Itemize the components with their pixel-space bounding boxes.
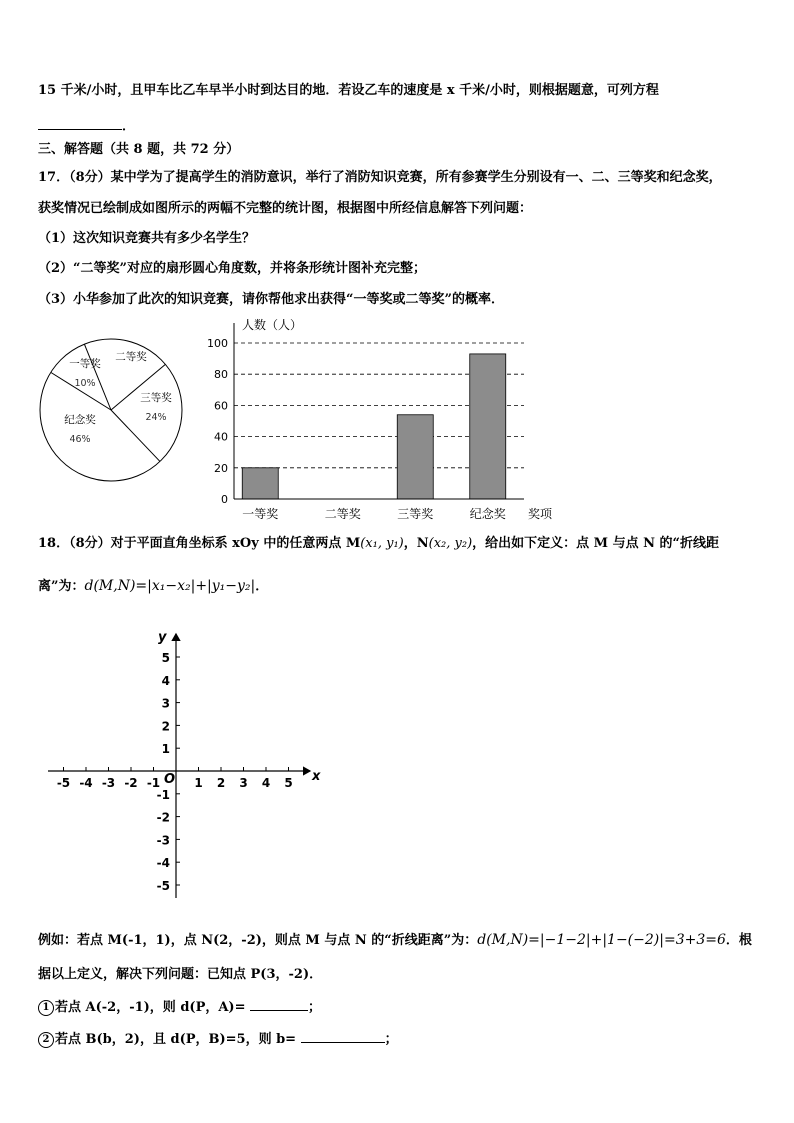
x-tick-label: 三等奖: [397, 507, 434, 521]
y-axis-label: y: [158, 630, 167, 645]
x-tick-label: -5: [56, 776, 71, 790]
point-m-coords: (x₁, y₁): [360, 536, 404, 551]
q18-example-line: [38, 932, 752, 949]
y-tick-label: 0: [221, 493, 228, 506]
q18-text-a: 18．（8分）对于平面直角坐标系 xOy 中的任意两点 M: [38, 536, 361, 551]
fold-distance-formula: d(M,N)=|x₁−x₂|+|y₁−y₂|: [84, 578, 256, 594]
bar: [242, 468, 278, 499]
y-tick-label: 60: [214, 399, 228, 413]
x-tick-label: 3: [239, 776, 248, 790]
x-tick-label: -2: [124, 776, 138, 790]
y-tick-label: 80: [214, 368, 228, 382]
q18-text-b: ，N: [403, 536, 429, 551]
pie-slice-percent: 46%: [69, 434, 91, 445]
pie-slice-percent: 24%: [145, 412, 167, 423]
pie-slice-label: 二等奖: [115, 351, 147, 363]
q16-answer-line: [38, 117, 135, 135]
bar-chart: [198, 315, 558, 525]
q17-subquestion-3: （3）小华参加了此次的知识竞赛，请你帮他求出获得“一等奖或二等奖”的概率．: [38, 292, 505, 307]
y-tick-label: -2: [156, 810, 170, 825]
pie-slice-label: 纪念奖: [64, 414, 96, 426]
example-text-end: ．根: [725, 933, 752, 948]
x-tick-label: 4: [261, 776, 271, 790]
pie-slice-label: 三等奖: [140, 392, 172, 404]
q17-intro-line1: 17．（8分）某中学为了提高学生的消防意识，举行了消防知识竞赛，所有参赛学生分别设有一、二、三等奖和纪念奖，: [38, 170, 722, 185]
pie-chart: [35, 335, 190, 485]
y-axis-title: 人数（人）: [242, 318, 303, 332]
x-tick-label: -1: [146, 776, 161, 790]
bar: [470, 354, 506, 499]
period: ．: [255, 579, 269, 594]
x-tick-label: 2: [216, 776, 226, 790]
coordinate-plane: [40, 622, 330, 904]
circled-number-2: 2: [38, 1032, 54, 1048]
y-tick-label: -1: [156, 787, 170, 802]
part-1-text: 若点 A(-2，-1)，则 d(P，A)=: [55, 1000, 246, 1015]
x-tick-label: 纪念奖: [469, 507, 506, 521]
q18-intro-line1: [38, 536, 719, 552]
y-tick-label: 1: [161, 742, 170, 757]
answer-blank-2[interactable]: [301, 1030, 385, 1043]
bar: [397, 415, 433, 499]
x-tick-label: -3: [101, 776, 116, 790]
y-tick-label: -5: [156, 879, 170, 893]
y-tick-label: 4: [161, 673, 170, 688]
answer-blank[interactable]: [38, 117, 122, 130]
pie-slice-label: 一等奖: [69, 358, 101, 370]
q17-subquestion-1: （1）这次知识竞赛共有多少名学生？: [38, 231, 256, 246]
q18-text-c: ，给出如下定义：点 M 与点 N 的“折线距: [472, 536, 720, 551]
question-16-tail: [38, 83, 659, 99]
semicolon: ；: [384, 1032, 398, 1047]
x-tick-label: 1: [194, 776, 203, 790]
x-tick-label: 5: [284, 776, 293, 790]
q18-part-1: [38, 998, 321, 1016]
example-formula: d(M,N)=|−1−2|+|1−(−2)|=3+3=6: [477, 932, 726, 948]
semicolon: ；: [308, 1000, 322, 1015]
y-tick-label: 40: [214, 430, 228, 444]
x-tick-label: 二等奖: [324, 507, 361, 521]
x-axis-title: 奖项: [528, 507, 553, 521]
y-tick-label: 100: [207, 337, 228, 350]
y-tick-label: -4: [156, 856, 170, 871]
pie-slice-percent: 10%: [74, 378, 96, 389]
x-tick-label: 一等奖: [242, 507, 279, 521]
y-tick-label: -3: [156, 833, 170, 848]
q18-text-d: 离”为：: [38, 579, 85, 594]
y-tick-label: 20: [214, 461, 228, 475]
y-tick-label: 2: [161, 719, 170, 734]
part-2-text: 若点 B(b，2)，且 d(P，B)=5，则 b=: [55, 1032, 297, 1047]
q18-part-2: [38, 1030, 398, 1048]
q18-known-point: 据以上定义，解决下列问题：已知点 P(3，-2)．: [38, 967, 323, 982]
q18-intro-line2: [38, 578, 268, 595]
q16-text: 15 千米/小时，且甲车比乙车早半小时到达目的地．若设乙车的速度是 x 千米/小时，则根据题意，可列方程: [38, 83, 659, 98]
x-axis-label: x: [312, 769, 321, 784]
point-n-coords: (x₂, y₂): [428, 536, 473, 551]
y-tick-label: 5: [161, 651, 170, 665]
example-text: 例如：若点 M(-1，1)，点 N(2，-2)，则点 M 与点 N 的“折线距离”为：: [38, 933, 478, 948]
y-tick-label: 3: [161, 696, 170, 711]
answer-blank-1[interactable]: [250, 998, 308, 1011]
period: ．: [122, 119, 136, 134]
q17-subquestion-2: （2）“二等奖”对应的扇形圆心角度数，并将条形统计图补充完整；: [38, 261, 427, 276]
origin-label: O: [164, 772, 176, 787]
x-tick-label: -4: [79, 776, 93, 790]
section-3-title: 三、解答题（共 8 题，共 72 分）: [38, 142, 240, 157]
q17-intro-line2: 获奖情况已绘制成如图所示的两幅不完整的统计图，根据图中所经信息解答下列问题：: [38, 201, 533, 216]
circled-number-1: 1: [38, 1000, 54, 1016]
